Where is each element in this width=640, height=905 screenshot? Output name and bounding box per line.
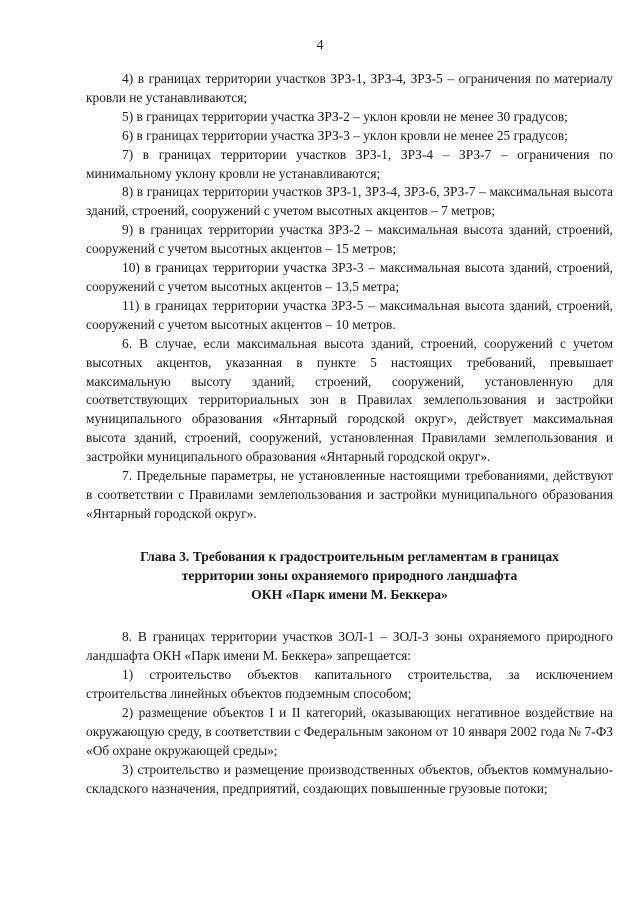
paragraph-clause-7: 7. Предельные параметры, не установленные настоящими требованиями, действуют в соответствии с Правилами землепользования и застройки муниципального образования «Янтарный городской округ». — [86, 468, 613, 521]
page-number: 4 — [316, 38, 324, 53]
paragraph-prohibition-2: 2) размещение объектов I и II категорий, оказывающих негативное воздействие на окружающую среду, в соответствии с Федеральным законом от 10 января 2002 года № 7-ФЗ «Об охране окружающей среды»; — [86, 705, 613, 758]
paragraph-prohibition-3: 3) строительство и размещение производственных объектов, объектов коммунально-складского назначения, предприятий, создающих повышенные грузовые потоки; — [86, 761, 613, 796]
paragraph-item-4: 4) в границах территории участков ЗРЗ-1, ЗРЗ-4, ЗРЗ-5 – ограничения по материалу кровли не устанавливаются; — [86, 71, 613, 105]
chapter-title-line: Глава 3. Требования к градостроительным регламентам в границах — [140, 548, 559, 564]
paragraph-item-7: 7) в границах территории участков ЗРЗ-1, ЗРЗ-4 – ЗРЗ-7 – ограничения по минимальному уклону кровли не устанавливаются; — [86, 146, 613, 181]
paragraph-clause-6: 6. В случае, если максимальная высота зданий, строений, сооружений с учетом высотных акцентов, указанная в пункте 5 настоящих требований, превышает максимальную высоту зданий, строений, сооружений, установленную для соответствующих территориальных зон в Правилах землепользования и застройки муниципального образования «Янтарный городской округ», действует максимальная высота зданий, строений, сооружений, установленная Правилами землепользования и застройки муниципального образования «Янтарный городской округ». — [86, 335, 613, 465]
chapter-title-line: территории зоны охраняемого природного ландшафта — [181, 567, 518, 583]
paragraph-item-8: 8) в границах территории участков ЗРЗ-1, ЗРЗ-4, ЗРЗ-6, ЗРЗ-7 – максимальная высота зданий, строений, сооружений с учетом высотных акцентов – 7 метров; — [86, 184, 613, 219]
document-body — [86, 70, 613, 799]
paragraph-item-10: 10) в границах территории участка ЗРЗ-3 – максимальная высота зданий, строений, сооружений с учетом высотных акцентов – 13,5 метра; — [86, 260, 613, 294]
paragraph-item-9: 9) в границах территории участка ЗРЗ-2 – максимальная высота зданий, строений, сооружений с учетом высотных акцентов – 15 метров; — [86, 222, 613, 257]
paragraph-clause-8: 8. В границах территории участков ЗОЛ-1 – ЗОЛ-3 зоны охраняемого природного ландшафта ОКН «Парк имени М. Беккера» запрещается: — [86, 629, 613, 664]
paragraph-item-5: 5) в границах территории участка ЗРЗ-2 – уклон кровли не менее 30 градусов; — [122, 108, 568, 124]
chapter-title — [86, 548, 613, 605]
paragraph-item-6: 6) в границах территории участка ЗРЗ-3 – уклон кровли не менее 25 градусов; — [122, 127, 568, 143]
paragraph-item-11: 11) в границах территории участка ЗРЗ-5 – максимальная высота зданий, строений, сооружений с учетом высотных акцентов – 10 метров. — [86, 297, 613, 332]
chapter-title-line: ОКН «Парк имени М. Беккера» — [251, 586, 448, 602]
paragraph-prohibition-1: 1) строительство объектов капитального строительства, за исключением строительства линейных объектов подземным способом; — [86, 667, 613, 702]
